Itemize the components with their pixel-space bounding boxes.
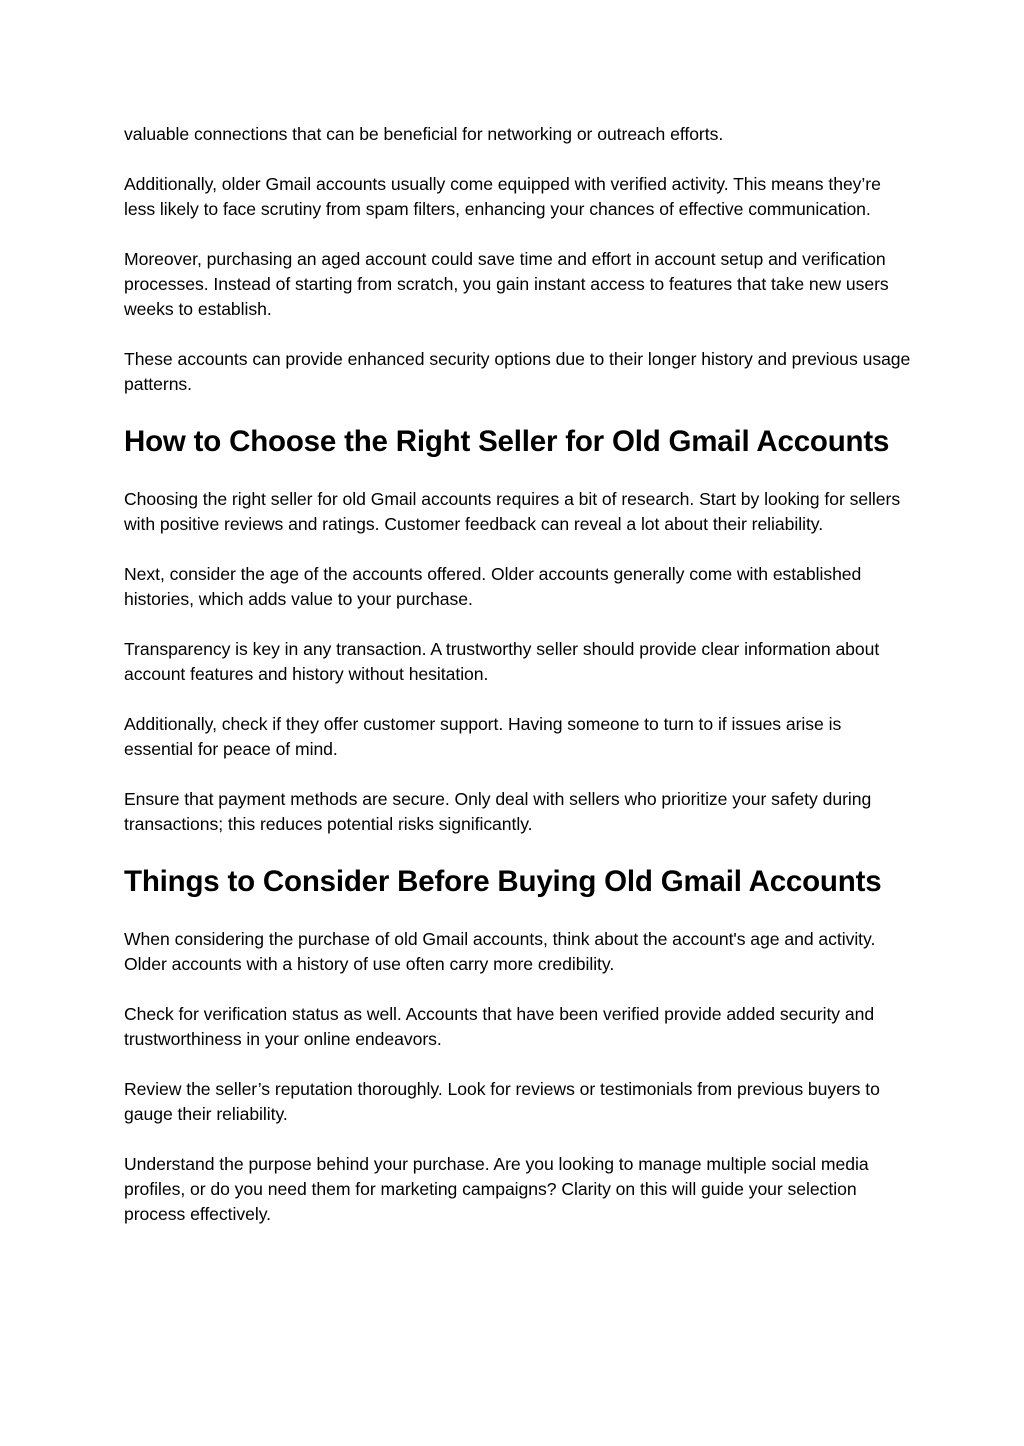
paragraph: Additionally, older Gmail accounts usually come equipped with verified activity. This means they’re less likely to face scrutiny from spam filters, enhancing your chances of effective communication. bbox=[124, 174, 881, 219]
paragraph: Check for verification status as well. Accounts that have been verified provide added security and trustworthiness in your online endeavors. bbox=[124, 1004, 875, 1049]
paragraph: Review the seller’s reputation thoroughly. Look for reviews or testimonials from previous buyers to gauge their reliability. bbox=[124, 1079, 880, 1124]
paragraph: Additionally, check if they offer customer support. Having someone to turn to if issues arise is essential for peace of mind. bbox=[124, 714, 842, 759]
paragraph: Choosing the right seller for old Gmail accounts requires a bit of research. Start by looking for sellers with positive reviews and ratings. Customer feedback can reveal a lot about their reliability. bbox=[124, 489, 901, 534]
paragraph: Moreover, purchasing an aged account could save time and effort in account setup and verification processes. Instead of starting from scratch, you gain instant access to features that take new users weeks to establish. bbox=[124, 249, 889, 319]
paragraph: Transparency is key in any transaction. A trustworthy seller should provide clear information about account features and history without hesitation. bbox=[124, 639, 880, 684]
paragraph: Ensure that payment methods are secure. Only deal with sellers who prioritize your safety during transactions; this reduces potential risks significantly. bbox=[124, 789, 872, 834]
paragraph: These accounts can provide enhanced security options due to their longer history and previous usage patterns. bbox=[124, 349, 911, 394]
section-heading-choose-seller: How to Choose the Right Seller for Old Gmail Accounts bbox=[124, 425, 890, 458]
section-heading-things-to-consider: Things to Consider Before Buying Old Gmail Accounts bbox=[124, 865, 882, 898]
paragraph: Next, consider the age of the accounts offered. Older accounts generally come with established histories, which adds value to your purchase. bbox=[124, 564, 862, 609]
paragraph: When considering the purchase of old Gmail accounts, think about the account's age and activity. Older accounts with a history of use often carry more credibility. bbox=[124, 929, 876, 974]
paragraph: valuable connections that can be beneficial for networking or outreach efforts. bbox=[124, 124, 724, 144]
document-page bbox=[124, 122, 914, 1252]
paragraph: Understand the purpose behind your purchase. Are you looking to manage multiple social media profiles, or do you need them for marketing campaigns? Clarity on this will guide your selection process effectively. bbox=[124, 1154, 869, 1224]
